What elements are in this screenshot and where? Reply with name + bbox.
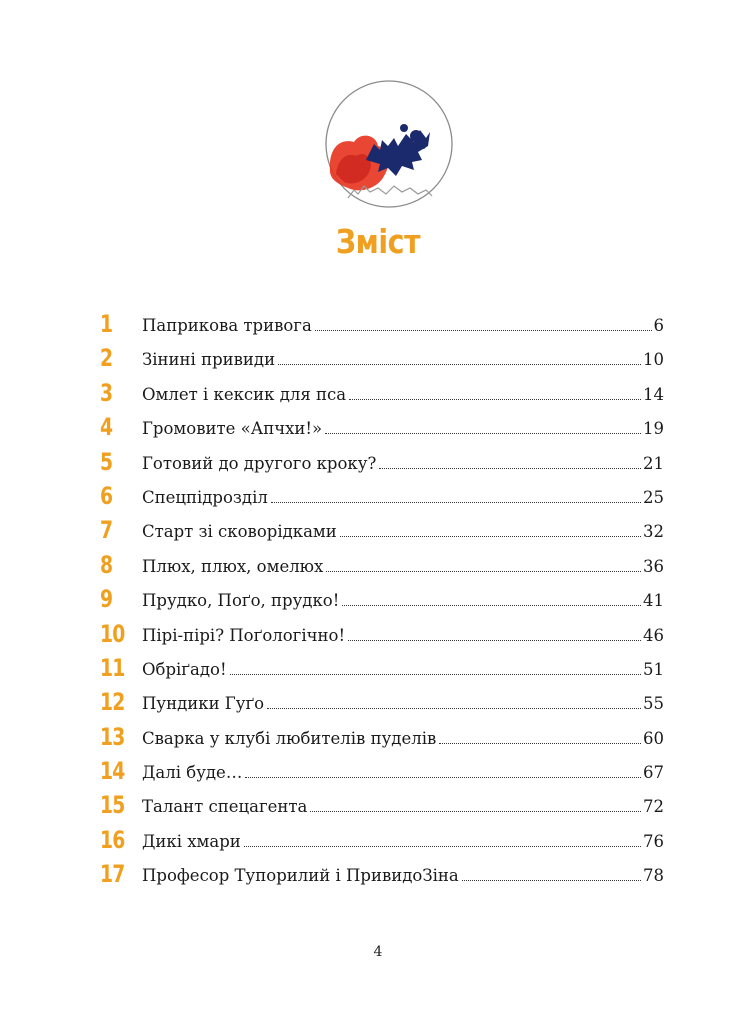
dot-leader <box>348 640 641 641</box>
contents-title: Зміст <box>335 222 421 261</box>
dot-leader <box>271 502 641 503</box>
toc-entry <box>100 688 670 722</box>
chapter-page: 78 <box>643 866 664 886</box>
chapter-number: 2 <box>100 344 113 373</box>
chapter-number: 4 <box>100 413 113 442</box>
chapter-page: 76 <box>643 831 664 851</box>
chapter-number: 7 <box>100 516 113 545</box>
chapter-title: Прудко, Поґо, прудко! <box>142 591 340 611</box>
chapter-number: 15 <box>100 791 125 820</box>
toc-entry <box>100 344 670 378</box>
chapter-title: Паприкова тривога <box>142 316 312 335</box>
toc-entry <box>100 310 670 344</box>
toc-entry <box>100 757 670 791</box>
toc-line <box>142 488 664 507</box>
toc-line <box>142 557 664 576</box>
chapter-title: Готовий до другого кроку? <box>142 453 377 473</box>
chapter-title: Далі буде… <box>142 763 243 783</box>
chapter-number: 6 <box>100 481 113 510</box>
chapter-page: 41 <box>643 591 664 611</box>
toc-line <box>142 316 664 335</box>
toc-entry <box>100 860 670 894</box>
toc-line <box>142 454 664 473</box>
toc-entry <box>100 723 670 757</box>
toc-line <box>142 797 664 816</box>
page-number: 4 <box>373 944 383 960</box>
toc-line <box>142 866 664 885</box>
chapter-number: 17 <box>100 860 125 889</box>
chapter-number: 16 <box>100 825 125 854</box>
dot-leader <box>245 777 641 778</box>
toc-entry <box>100 448 670 482</box>
dot-leader <box>230 674 641 675</box>
toc-line <box>142 729 664 748</box>
toc-line <box>142 763 664 782</box>
dot-leader <box>326 571 641 572</box>
toc-line <box>142 626 664 645</box>
chapter-number: 9 <box>100 585 113 614</box>
chapter-page: 67 <box>643 763 664 783</box>
chapter-title: Пундики Гуґо <box>142 694 265 714</box>
chapter-title: Талант спецагента <box>142 797 308 817</box>
chapter-title: Обріґадо! <box>142 659 227 679</box>
dot-leader <box>267 708 641 709</box>
chapter-title: Сварка у клубі любителів пуделів <box>142 728 437 748</box>
chapter-page: 6 <box>653 316 664 335</box>
toc-entry <box>100 516 670 550</box>
chapter-page: 36 <box>643 556 664 576</box>
chapter-page: 72 <box>643 797 664 817</box>
chapter-number: 12 <box>100 688 125 717</box>
chapter-page: 32 <box>643 522 664 542</box>
chapter-title: Дикі хмари <box>142 831 241 851</box>
chapter-title: Громовите «Апчхи!» <box>142 419 323 439</box>
chapter-page: 46 <box>643 625 664 645</box>
chapter-title: Омлет і кексик для пса <box>142 384 347 404</box>
chapter-number: 14 <box>100 757 125 786</box>
dot-leader <box>340 536 641 537</box>
chapter-title: Старт зі сковорідками <box>142 522 337 542</box>
chapter-page: 19 <box>643 419 664 439</box>
chapter-page: 10 <box>643 350 664 370</box>
chapter-emblem-illustration <box>318 80 460 210</box>
chapter-title: Спецпідрозділ <box>142 487 268 507</box>
toc-line <box>142 350 664 369</box>
chapter-number: 8 <box>100 550 113 579</box>
chapter-number: 5 <box>100 447 113 476</box>
chapter-page: 60 <box>643 728 664 748</box>
chapter-title: Професор Тупорилий і ПривидоЗіна <box>142 866 459 886</box>
toc-entry <box>100 826 670 860</box>
chapter-page: 51 <box>643 659 664 679</box>
toc-entry <box>100 585 670 619</box>
dot-leader <box>342 605 641 606</box>
toc-line <box>142 385 664 404</box>
toc-entry <box>100 482 670 516</box>
toc-line <box>142 832 664 851</box>
dot-leader <box>379 468 641 469</box>
toc-line <box>142 419 664 438</box>
chapter-title: Пірі-пірі? Поґологічно! <box>142 625 346 645</box>
dot-leader <box>439 743 641 744</box>
dot-leader <box>349 399 641 400</box>
chapter-page: 21 <box>643 453 664 473</box>
toc-entry <box>100 413 670 447</box>
chapter-page: 55 <box>643 694 664 714</box>
dot-leader <box>462 880 641 881</box>
toc-line <box>142 591 664 610</box>
chapter-title: Зінині привиди <box>142 350 276 370</box>
chapter-number: 1 <box>100 310 113 338</box>
chapter-page: 25 <box>643 487 664 507</box>
chapter-page: 14 <box>643 384 664 404</box>
dot-leader <box>278 364 641 365</box>
chapter-number: 13 <box>100 722 125 751</box>
table-of-contents <box>100 310 670 895</box>
dot-leader <box>310 811 641 812</box>
chapter-number: 10 <box>100 619 125 648</box>
toc-entry <box>100 551 670 585</box>
toc-entry <box>100 620 670 654</box>
chapter-number: 11 <box>100 653 125 682</box>
dot-leader <box>244 846 641 847</box>
toc-line <box>142 522 664 541</box>
toc-line <box>142 694 664 713</box>
toc-entry <box>100 654 670 688</box>
toc-entry <box>100 379 670 413</box>
chapter-title: Плюх, плюх, омелюх <box>142 556 324 576</box>
chapter-number: 3 <box>100 378 113 407</box>
toc-line <box>142 660 664 679</box>
dot-leader <box>315 330 652 331</box>
toc-entry <box>100 791 670 825</box>
dot-leader <box>325 433 641 434</box>
